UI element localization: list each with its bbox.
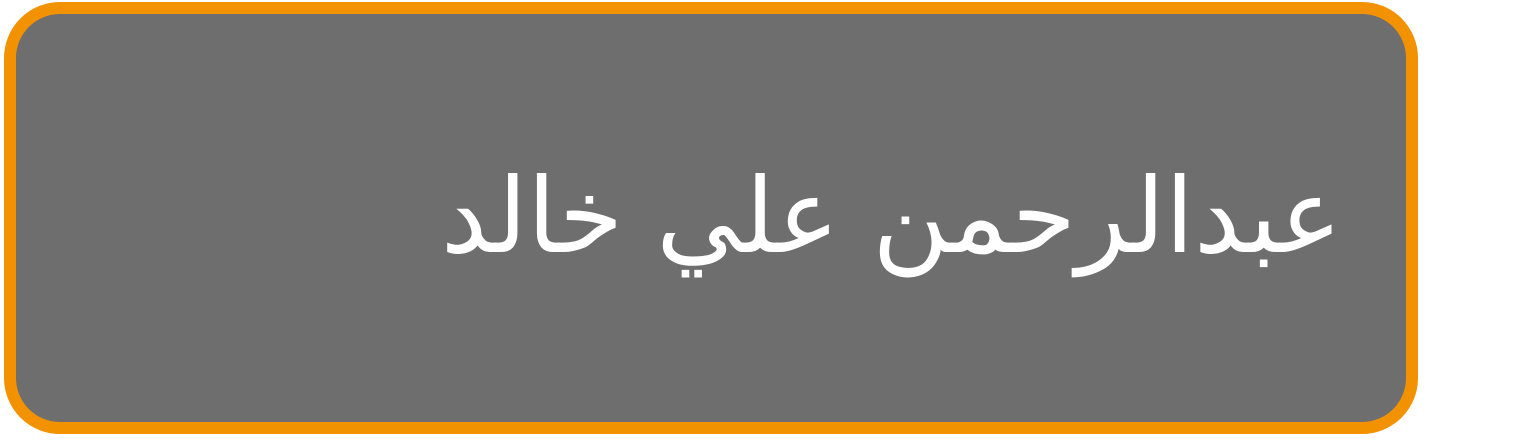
name-card[interactable]: [4, 2, 1418, 434]
card-name-label: عبدالرحمن علي خالد: [440, 155, 1342, 277]
